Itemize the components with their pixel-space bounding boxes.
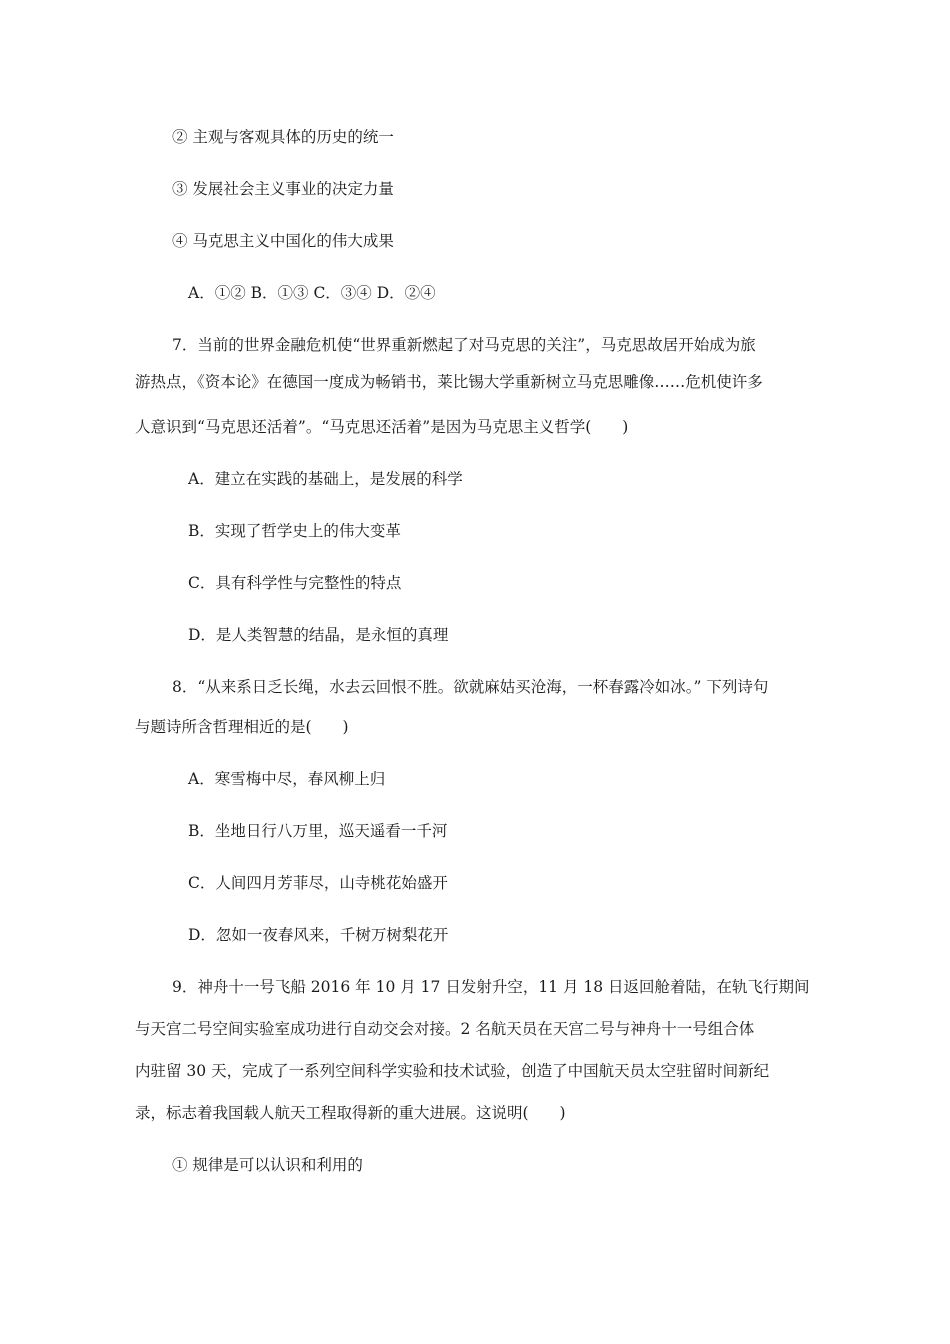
q7-stem-line-1: 7．当前的世界金融危机使“世界重新燃起了对马克思的关注”，马克思故居开始成为旅: [172, 336, 756, 354]
q7-option-a: A．建立在实践的基础上，是发展的科学: [188, 470, 463, 488]
q7-option-d: D．是人类智慧的结晶，是永恒的真理: [188, 626, 449, 644]
q8-option-b: B．坐地日行八万里，巡天遥看一千河: [188, 822, 448, 840]
q8-stem-line-1: 8．“从来系日乏长绳，水去云回恨不胜。欲就麻姑买沧海，一杯春露冷如冰。” 下列诗句: [172, 678, 769, 696]
q7-stem-line-2: 游热点，《资本论》在德国一度成为畅销书，莱比锡大学重新树立马克思雕像……危机使许多: [135, 373, 763, 391]
q7-stem-line-3: 人意识到“马克思还活着”。“马克思还活着”是因为马克思主义哲学( ): [135, 418, 629, 436]
q6-choices: A．①② B．①③ C．③④ D．②④: [188, 284, 436, 302]
q9-stem-line-3: 内驻留 30 天，完成了一系列空间科学实验和技术试验，创造了中国航天员太空驻留时间新纪: [135, 1062, 770, 1080]
q8-option-c: C．人间四月芳菲尽，山寺桃花始盛开: [188, 874, 448, 892]
q9-stem-line-4: 录，标志着我国载人航天工程取得新的重大进展。这说明( ): [135, 1104, 566, 1122]
q8-option-a: A．寒雪梅中尽，春风柳上归: [188, 770, 386, 788]
q9-stem-line-1: 9．神舟十一号飞船 2016 年 10 月 17 日发射升空，11 月 18 日返回舱着陆，在轨飞行期间: [172, 978, 810, 996]
q6-item-2: ② 主观与客观具体的历史的统一: [172, 128, 394, 146]
q6-item-4: ④ 马克思主义中国化的伟大成果: [172, 232, 394, 250]
q7-option-c: C．具有科学性与完整性的特点: [188, 574, 402, 592]
q8-option-d: D．忽如一夜春风来，千树万树梨花开: [188, 926, 449, 944]
q8-stem-line-2: 与题诗所含哲理相近的是( ): [135, 718, 349, 736]
q6-item-3: ③ 发展社会主义事业的决定力量: [172, 180, 394, 198]
q9-item-1: ① 规律是可以认识和利用的: [172, 1156, 363, 1174]
q7-option-b: B．实现了哲学史上的伟大变革: [188, 522, 401, 540]
q9-stem-line-2: 与天宫二号空间实验室成功进行自动交会对接。2 名航天员在天宫二号与神舟十一号组合体: [135, 1020, 755, 1038]
